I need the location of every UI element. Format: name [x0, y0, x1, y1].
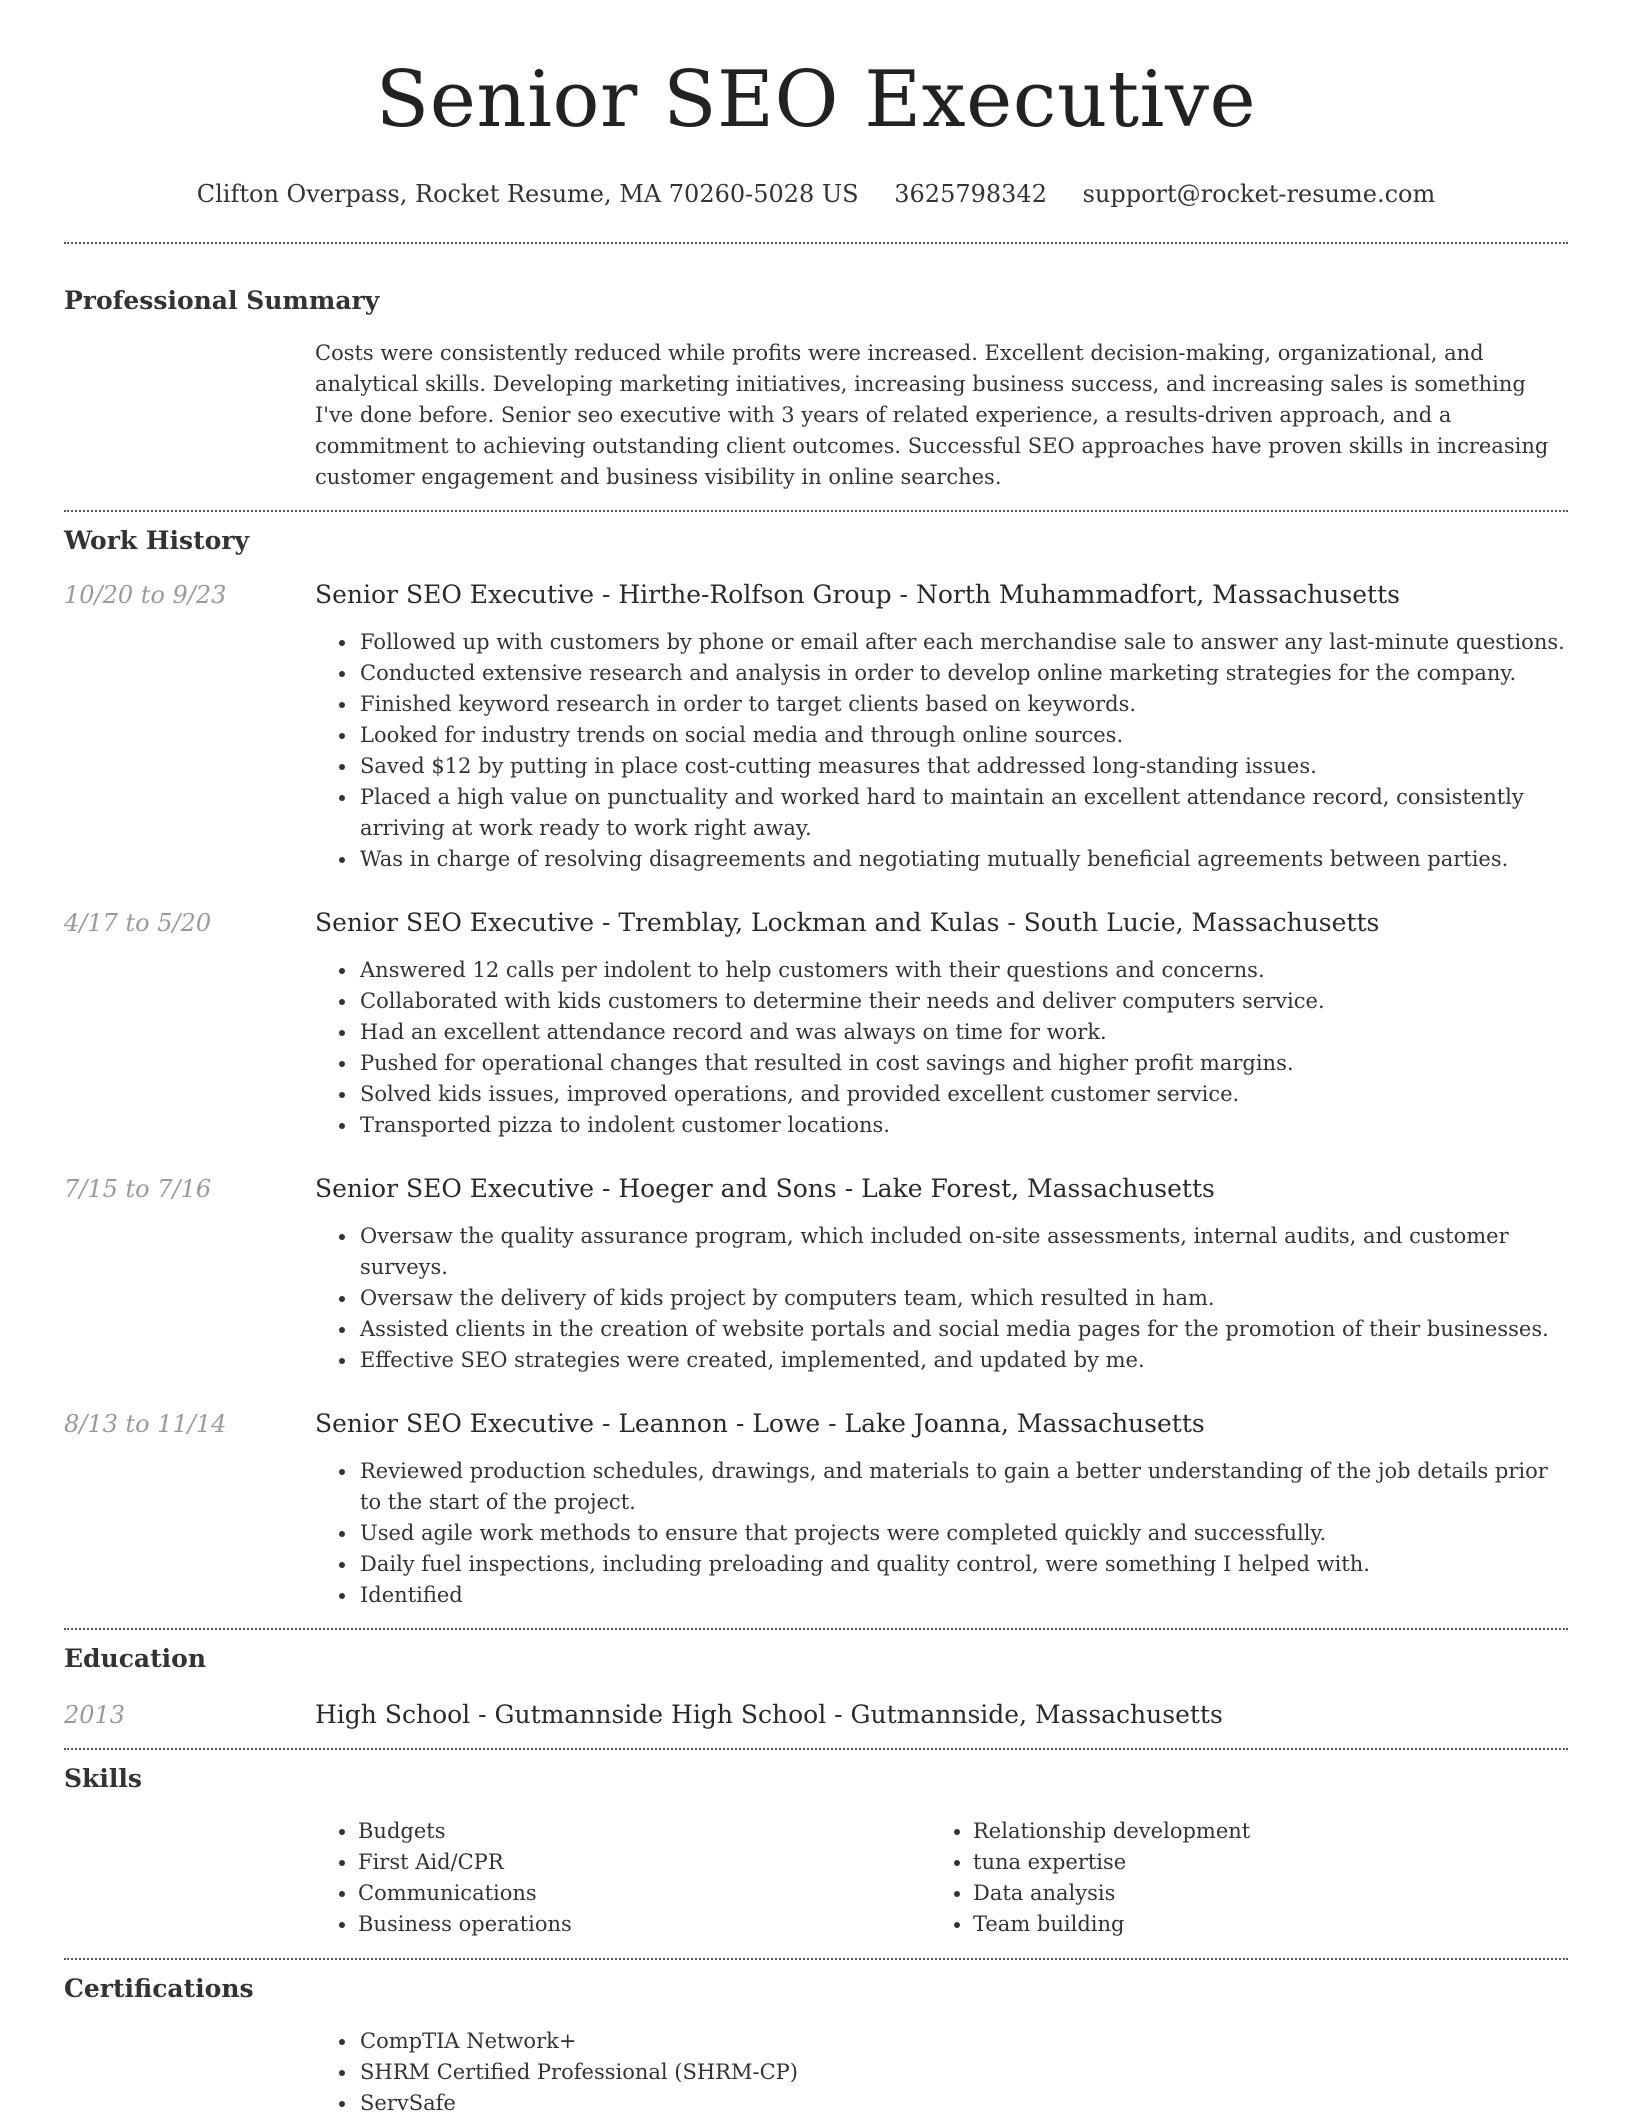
list-item: • Followed up with customers by phone or email after each merchandise sale to answer any last-minute questions. — [358, 627, 1568, 658]
contact-address: Clifton Overpass, Rocket Resume, MA 70260-5028 US — [196, 180, 859, 208]
list-item: • Assisted clients in the creation of website portals and social media pages for the promotion of their businesses. — [358, 1314, 1568, 1345]
job-entry — [64, 906, 1568, 1141]
skill-item: • Relationship development — [973, 1816, 1250, 1847]
list-item: • Effective SEO strategies were created, implemented, and updated by me. — [358, 1345, 1568, 1376]
list-item: • Answered 12 calls per indolent to help customers with their questions and concerns. — [358, 955, 1568, 986]
job-bullets — [358, 627, 1568, 875]
work-history-heading: Work History — [64, 526, 250, 555]
skills-column — [358, 1816, 973, 1940]
education-entry — [64, 1698, 1568, 1732]
divider — [64, 1958, 1568, 1960]
list-item: • Reviewed production schedules, drawings, and materials to gain a better understanding of the job details prior to the start of the project. — [358, 1456, 1568, 1518]
job-title: Senior SEO Executive - Hirthe-Rolfson Group - North Muhammadfort, Massachusetts — [315, 580, 1400, 609]
list-item: • Placed a high value on punctuality and worked hard to maintain an excellent attendance record, consistently arriving at work ready to work right away. — [358, 782, 1568, 844]
work-history-section — [64, 524, 1568, 1611]
list-item: • Oversaw the quality assurance program, which included on-site assessments, internal audits, and customer surveys. — [358, 1221, 1568, 1283]
list-item: • Transported pizza to indolent customer locations. — [358, 1110, 1568, 1141]
job-bullets — [358, 1456, 1568, 1611]
divider — [64, 510, 1568, 512]
list-item: • Oversaw the delivery of kids project by computers team, which resulted in ham. — [358, 1283, 1568, 1314]
divider — [64, 242, 1568, 244]
job-entry — [64, 1172, 1568, 1376]
job-dates: 8/13 to 11/14 — [64, 1410, 227, 1438]
summary-heading: Professional Summary — [64, 286, 380, 315]
job-title: Senior SEO Executive - Hoeger and Sons - Lake Forest, Massachusetts — [315, 1174, 1215, 1203]
list-item: • Was in charge of resolving disagreements and negotiating mutually beneficial agreements between parties. — [358, 844, 1568, 875]
list-item: • Looked for industry trends on social media and through online sources. — [358, 720, 1568, 751]
skill-item: • Team building — [973, 1909, 1250, 1940]
education-year: 2013 — [64, 1701, 126, 1729]
divider — [64, 1748, 1568, 1750]
list-item: • Saved $12 by putting in place cost-cutting measures that addressed long-standing issues. — [358, 751, 1568, 782]
list-item: • Used agile work methods to ensure that projects were completed quickly and successfully. — [358, 1518, 1568, 1549]
job-dates: 4/17 to 5/20 — [64, 909, 212, 937]
list-item: • Daily fuel inspections, including preloading and quality control, were something I helped with. — [358, 1549, 1568, 1580]
divider — [64, 1628, 1568, 1630]
certifications-section — [64, 1972, 1568, 2112]
list-item: • Conducted extensive research and analysis in order to develop online marketing strategies for the company. — [358, 658, 1568, 689]
resume-page — [64, 0, 1568, 2112]
list-item: • Had an excellent attendance record and was always on time for work. — [358, 1017, 1568, 1048]
certifications-heading: Certifications — [64, 1974, 254, 2003]
list-item: • Solved kids issues, improved operations, and provided excellent customer service. — [358, 1079, 1568, 1110]
education-title: High School - Gutmannside High School - Gutmannside, Massachusetts — [315, 1700, 1223, 1729]
certification-item: • ServSafe — [358, 2088, 1568, 2112]
job-bullets — [358, 955, 1568, 1141]
skill-item: • Communications — [358, 1878, 973, 1909]
skill-item: • tuna expertise — [973, 1847, 1250, 1878]
certifications-list — [358, 2026, 1568, 2112]
education-section — [64, 1642, 1568, 1732]
contact-email: support@rocket-resume.com — [1082, 180, 1436, 208]
education-heading: Education — [64, 1644, 207, 1673]
list-item: • Collaborated with kids customers to determine their needs and deliver computers service. — [358, 986, 1568, 1017]
job-entry — [64, 1407, 1568, 1611]
list-item: • Pushed for operational changes that resulted in cost savings and higher profit margins. — [358, 1048, 1568, 1079]
list-item: • Identified — [358, 1580, 1568, 1611]
contact-line — [64, 178, 1568, 210]
skills-column — [973, 1816, 1250, 1940]
skill-item: • Business operations — [358, 1909, 973, 1940]
skills-section — [64, 1762, 1568, 1940]
skill-item: • First Aid/CPR — [358, 1847, 973, 1878]
job-title: Senior SEO Executive - Tremblay, Lockman and Kulas - South Lucie, Massachusetts — [315, 908, 1380, 937]
skill-item: • Budgets — [358, 1816, 973, 1847]
certification-item: • SHRM Certified Professional (SHRM-CP) — [358, 2057, 1568, 2088]
job-dates: 7/15 to 7/16 — [64, 1175, 212, 1203]
skill-item: • Data analysis — [973, 1878, 1250, 1909]
certification-item: • CompTIA Network+ — [358, 2026, 1568, 2057]
skills-heading: Skills — [64, 1764, 142, 1793]
job-dates: 10/20 to 9/23 — [64, 581, 227, 609]
contact-phone: 3625798342 — [894, 180, 1047, 208]
summary-section — [64, 284, 1568, 493]
list-item: • Finished keyword research in order to target clients based on keywords. — [358, 689, 1568, 720]
summary-text: Costs were consistently reduced while profits were increased. Excellent decision-making, organizational, and analytical skills. Developing marketing initiatives, increasing business success, and increasing sales is something I've done before. Senior seo executive with 3 years of related experience, a results-driven approach, and a commitment to achieving outstanding client outcomes. Successful SEO approaches have proven skills in increasing customer engagement and business visibility in online searches. — [315, 341, 1549, 489]
skills-list — [358, 1816, 1568, 1940]
job-title: Senior SEO Executive - Leannon - Lowe - Lake Joanna, Massachusetts — [315, 1409, 1205, 1438]
resume-name: Senior SEO Executive — [375, 55, 1257, 145]
job-bullets — [358, 1221, 1568, 1376]
job-entry — [64, 578, 1568, 875]
